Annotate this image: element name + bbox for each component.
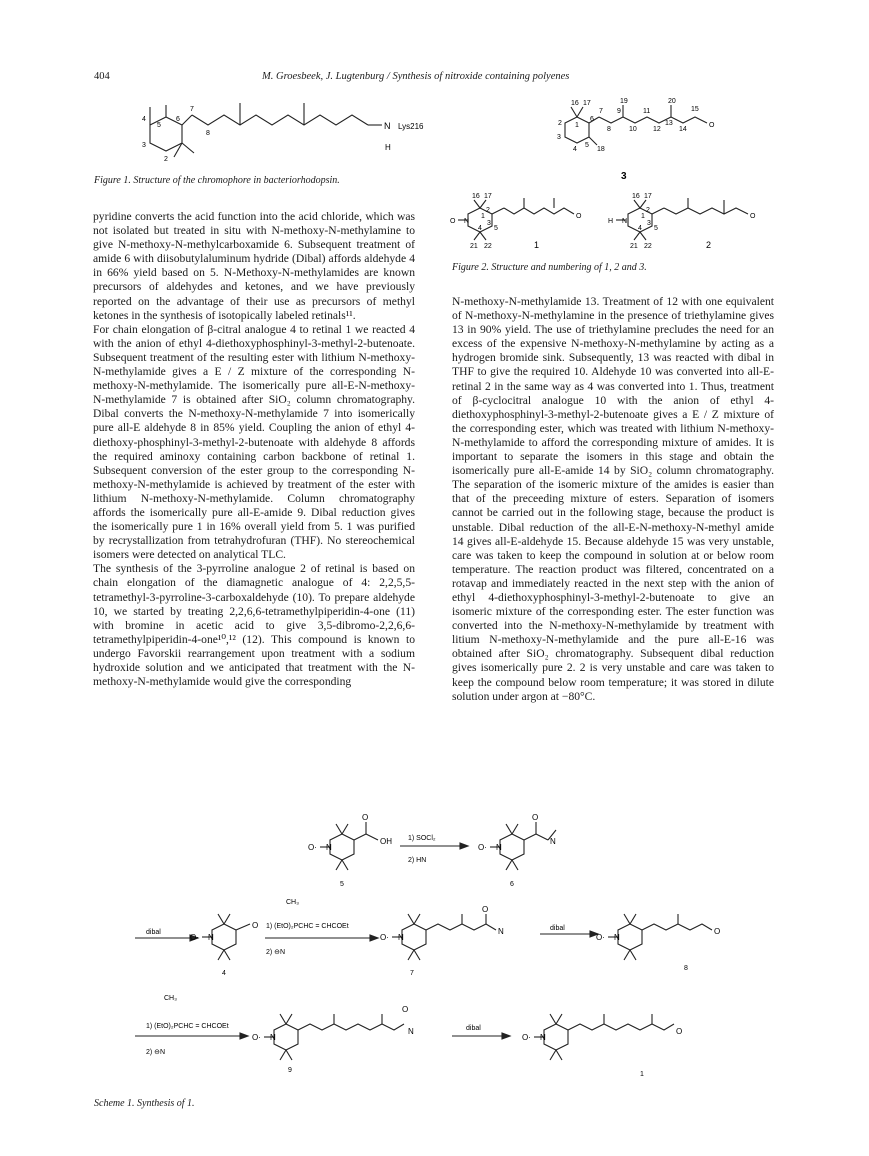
s1-c8-odot: O· — [596, 933, 605, 942]
page-number: 404 — [94, 71, 110, 82]
s1-reagent-hn: 2) HN — [408, 857, 427, 864]
ret-num-19: 19 — [620, 98, 628, 105]
s1-label-1: 1 — [640, 1071, 644, 1078]
c2-atom-o-ald: O — [750, 213, 756, 220]
c1-num-17: 17 — [484, 193, 492, 200]
s1-reagent-socl2: 1) SOCl₂ — [408, 835, 436, 842]
s1-label-8: 8 — [684, 965, 688, 972]
s1-c7-odot: O· — [380, 933, 389, 942]
retinal-3-structure — [553, 95, 723, 185]
s1-c4-o: O — [252, 921, 259, 930]
fig1-atom-6: 6 — [176, 116, 180, 123]
s1-c5-n: N — [326, 843, 332, 852]
s1-reagent-hwe-2b: 2) ⊖N — [146, 1049, 166, 1056]
fig1-atom-5: 5 — [157, 122, 161, 129]
left-paragraph-2: For chain elongation of β-citral analogue 4 to retinal 1 we reacted 4 with the anion of ethyl 4-diethoxyphosphinyl-3-methyl-2-butenoate. Subsequent treatment of the resulting ester with lithium N-methoxy-N-methylamide gives a E / Z mixture of the corresponding N-methoxy-N-methylamide. The isomerically pure all-E-N-methoxy-N-methylamide 7 is obtained after SiO₂ column chromatography. Dibal converts the N-methoxy-N-methylamide 7 into isomerically pure all-E aldehyde 8 in 85% yield. Coupling the anion of ethyl 4-diethoxy-phosphinyl-3-methyl-2-butenoate with aldehyde 8 affords the required aminoxy containing carbon backbone of retinal 1. Subsequent conversion of the ester group to the corresponding N-methoxy-N-methylamide is achieved by treatment of the ester with lithium N-methoxy-N-methylamide. Column chromatography affords the isomerically pure all-E-amide 9. Dibal reduction gives the isomerically pure 1 in 16% overall yield from 5. 1 was purified by recrystallization from tetrahydrofuran (THF). No stereochemical isomers were detected on analytical TLC. — [93, 322, 415, 562]
ret-num-17: 17 — [583, 100, 591, 107]
s1-reagent-hwe-1a: 1) (EtO)₂PCHC = CHCOEt — [266, 923, 349, 930]
c2-num-3: 3 — [647, 220, 651, 227]
c2-num-2: 2 — [646, 207, 650, 214]
s1-c6-o: O — [532, 813, 539, 822]
s1-label-7: 7 — [410, 970, 414, 977]
ret-num-15: 15 — [691, 106, 699, 113]
c2-num-16: 16 — [632, 193, 640, 200]
s1-c6-n2: N — [550, 837, 556, 846]
ret-num-16: 16 — [571, 100, 579, 107]
left-paragraph-1: pyridine converts the acid function into the acid chloride, which was not isolated but treated in situ with N-methoxy-N-methylamine to give N-methoxy-N-methylcarboxamide 6. Subsequent treatment of amide 6 with diisobutylaluminum hydride (Dibal) affords aldehyde 4 in 66% yield based on 5. N-Methoxy-N-methylamides are known precursors of aldehydes and ketones, and we have previously reported on the advantage of their use as precursors of methyl ketones in the synthesis of isotopically labeled retinals¹¹. — [93, 210, 415, 322]
fig1-atom-3: 3 — [142, 142, 146, 149]
s1-ch3-2: CH₃ — [164, 995, 177, 1002]
s1-reagent-dibal-2: dibal — [550, 925, 565, 932]
scheme1-diagram — [90, 800, 790, 1100]
s1-c1-o: O — [676, 1027, 683, 1036]
ret-num-8: 8 — [607, 126, 611, 133]
ret-num-12: 12 — [653, 126, 661, 133]
c2-num-1: 1 — [641, 213, 645, 220]
ret-num-3: 3 — [557, 134, 561, 141]
compound-2-label: 2 — [706, 240, 712, 250]
ret-num-4: 4 — [573, 146, 577, 153]
ret-num-7: 7 — [599, 108, 603, 115]
ret-num-5: 5 — [585, 142, 589, 149]
s1-label-4: 4 — [222, 970, 226, 977]
c2-num-5: 5 — [654, 225, 658, 232]
left-column — [93, 210, 415, 689]
s1-reagent-dibal-1: dibal — [146, 929, 161, 936]
left-paragraph-3: The synthesis of the 3-pyrroline analogue 2 of retinal is based on chain elongation of the diamagnetic analogue of 4: 2,2,5,5-tetramethyl-3-pyrroline-3-carboxaldehyde (10). To prepare aldehyde 10, we started by treating 2,2,6,6-tetramethylpiperidin-4-one (11) with bromine in acetic acid to give 3,5-dibromo-2,2,6,6-tetramethylpiperidin-4-one¹⁰,¹² (12). This compound is known to undergo Favorskii rearrangement upon treatment with a sodium hydroxide solution and we anticipated that treatment with the N-methoxy-N-methylamide would give the corresponding — [93, 562, 415, 689]
s1-c4-odot: O· — [190, 933, 199, 942]
right-paragraph-1: N-methoxy-N-methylamide 13. Treatment of 12 with one equivalent of N-methoxy-N-methylamine in the presence of triethylamine gives 13 in 90% yield. The use of triethylamine precludes the need for an excess of the expensive N-methoxy-N-methylamine by acting as a hydrogen bromide sink. Subsequently, 13 was reacted with dibal in THF to give the required 10. Aldehyde 10 was converted into all-E-retinal 2 in the same way as 4 was converted into 1. Thus, treatment of β-cyclocitral analogue 10 with the anion of ethyl 4-diethoxyphosphinyl-3-methyl-2-butenoate gives a E / Z mixture of the corresponding ester, which was treated with lithium N-methoxy-N-methylamide to afford the corresponding mixture of amides. It is important to separate the isomers in this stage and obtain the isomerically pure all-E-amide 14 by SiO₂ column chromatography. The separation of the isomeric mixture of the amides is easier than that of the preceeding mixture of esters. Separation of isomers cannot be carried out in the following stage, because the product is unstable. Dibal reduction of the all-E-N-methoxy-N-methyl amide 14 gives all-E-aldehyde 15. Because aldehyde 15 was very unstable, care was taken to keep the compound in solution at or below room temperature. The reaction product was filtered, concentrated on a rotavap and immediately reacted in the next step with the anion of ethyl 4-diethoxyphosphinyl-3-methyl-2-butenoate to give an isomeric mixture of the corresponding ester. The ester function was converted into the N-methoxy-N-methylamide by treatment with litium N-methoxy-N-methylamide and the pure all-E-16 was obtained after SiO₂ chromatography. Subsequent dibal reduction gives isomerically pure 2. 2 is very unstable and care was taken to keep the compound below room temperature; it was stored in dilute solution under argon at −80°C. — [452, 295, 774, 703]
scheme1-caption: Scheme 1. Synthesis of 1. — [94, 1098, 195, 1109]
ret-num-2: 2 — [558, 120, 562, 127]
c1-atom-n: N — [464, 218, 470, 225]
fig1-atom-h: H — [385, 143, 391, 152]
s1-c7-n: N — [398, 933, 404, 942]
c1-num-5: 5 — [494, 225, 498, 232]
s1-c9-n2: N — [408, 1027, 414, 1036]
fig1-lys: Lys216 — [398, 122, 424, 131]
right-column — [452, 295, 774, 704]
figure1-structure — [90, 95, 450, 170]
figure2-caption: Figure 2. Structure and numbering of 1, 2 and 3. — [452, 262, 647, 273]
s1-c5-oh: OH — [380, 837, 392, 846]
fig1-atom-2: 2 — [164, 156, 168, 163]
c2-num-22: 22 — [644, 243, 652, 250]
ret-num-9: 9 — [617, 108, 621, 115]
fig1-atom-n: N — [384, 121, 391, 131]
s1-c8-o: O — [714, 927, 721, 936]
c2-num-17: 17 — [644, 193, 652, 200]
s1-reagent-hwe-1b: 2) ⊖N — [266, 949, 286, 956]
s1-c7-n2: N — [498, 927, 504, 936]
s1-c9-n: N — [270, 1033, 276, 1042]
fig1-atom-4: 4 — [142, 116, 146, 123]
running-title: M. Groesbeek, J. Lugtenburg / Synthesis of nitroxide containing polyenes — [262, 71, 570, 82]
figure1-caption: Figure 1. Structure of the chromophore in bacteriorhodopsin. — [94, 175, 340, 186]
s1-reagent-dibal-3: dibal — [466, 1025, 481, 1032]
c1-num-21: 21 — [470, 243, 478, 250]
ret-num-20: 20 — [668, 98, 676, 105]
c1-atom-o: O — [450, 218, 456, 225]
ret-num-13: 13 — [665, 120, 673, 127]
s1-c4-n: N — [208, 933, 214, 942]
s1-label-6: 6 — [510, 881, 514, 888]
s1-c9-o: O — [402, 1005, 409, 1014]
ret-num-18: 18 — [597, 146, 605, 153]
c1-num-22: 22 — [484, 243, 492, 250]
figure2-compound2 — [600, 192, 820, 252]
compound-3-label: 3 — [621, 171, 627, 182]
s1-label-9: 9 — [288, 1067, 292, 1074]
c2-atom-h: H — [608, 218, 614, 225]
c2-atom-n: N — [622, 218, 628, 225]
ret-num-14: 14 — [679, 126, 687, 133]
s1-label-5: 5 — [340, 881, 344, 888]
s1-c6-odot: O· — [478, 843, 487, 852]
s1-c1-odot: O· — [522, 1033, 531, 1042]
s1-c9-odot: O· — [252, 1033, 261, 1042]
c1-num-1: 1 — [481, 213, 485, 220]
s1-c1-n: N — [540, 1033, 546, 1042]
ret-num-1: 1 — [575, 122, 579, 129]
c1-num-3: 3 — [487, 220, 491, 227]
s1-reagent-hwe-2a: 1) (EtO)₂PCHC = CHCOEt — [146, 1023, 229, 1030]
fig1-atom-8: 8 — [206, 130, 210, 137]
fig1-atom-7: 7 — [190, 106, 194, 113]
s1-c6-n: N — [496, 843, 502, 852]
s1-c7-o: O — [482, 905, 489, 914]
c2-num-21: 21 — [630, 243, 638, 250]
compound-1-label: 1 — [534, 240, 540, 250]
s1-ch3-1: CH₃ — [286, 899, 299, 906]
c1-num-16: 16 — [472, 193, 480, 200]
ret-atom-o: O — [709, 122, 715, 129]
c1-num-4: 4 — [478, 225, 482, 232]
c2-num-4: 4 — [638, 225, 642, 232]
ret-num-10: 10 — [629, 126, 637, 133]
s1-c8-n: N — [614, 933, 620, 942]
s1-c5-odot: O· — [308, 843, 317, 852]
s1-c5-o: O — [362, 813, 369, 822]
c1-num-2: 2 — [486, 207, 490, 214]
c1-atom-o-ald: O — [576, 213, 582, 220]
ret-num-11: 11 — [643, 108, 651, 115]
ret-num-6: 6 — [590, 116, 594, 123]
